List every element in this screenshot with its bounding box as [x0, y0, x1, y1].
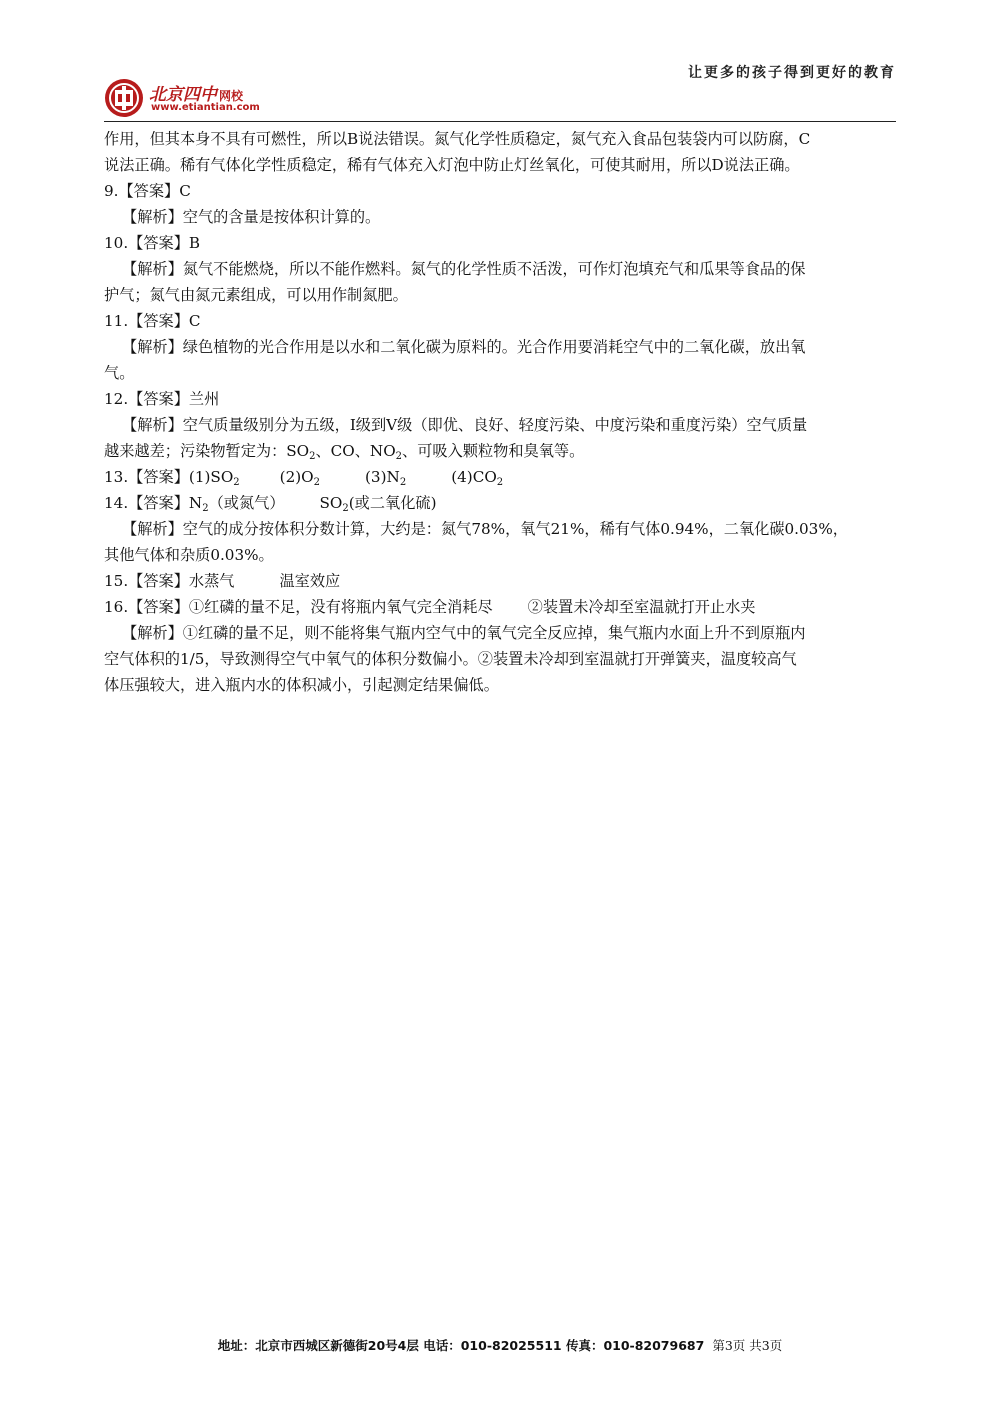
answer-12: 12.【答案】兰州 — [104, 390, 220, 408]
answer-label: 14.【答案】N — [104, 494, 203, 512]
formula-1: (1)SO — [188, 468, 234, 486]
explanation-16: 【解析】①红磷的量不足，则不能将集气瓶内空气中的氧气完全反应掉，集气瓶内水面上升不到原瓶内 — [122, 624, 806, 642]
formula-3: (3)N — [365, 468, 400, 486]
subscript: 2 — [399, 477, 407, 488]
formula-4: (4)CO — [451, 468, 497, 486]
subscript: 2 — [313, 477, 320, 488]
explanation-11: 【解析】绿色植物的光合作用是以水和二氧化碳为原料的。光合作用要消耗空气中的二氧化碳，放出氧 — [122, 338, 806, 356]
explanation-12: 【解析】空气质量级别分为五级，Ⅰ级到Ⅴ级（即优、良好、轻度污染、中度污染和重度污染）空气质量 — [122, 416, 808, 434]
text-segment: (或二氧化硫) — [348, 494, 437, 512]
text-segment: （或氮气） — [208, 494, 285, 512]
header-divider — [104, 121, 896, 122]
subscript: 2 — [202, 503, 209, 514]
subscript: 2 — [342, 503, 349, 514]
explanation-16-cont: 空气体积的1/5，导致测得空气中氧气的体积分数偏小。②装置未冷却到室温就打开弹簧夹，温度较高气 — [104, 650, 797, 668]
answer-content — [104, 126, 896, 698]
text-segment: 、CO、NO — [315, 442, 396, 460]
subscript: 2 — [395, 451, 403, 462]
school-emblem-icon — [104, 78, 144, 118]
explanation-10-cont: 护气；氮气由氮元素组成，可以用作制氮肥。 — [104, 286, 408, 304]
answer-15-part2: 温室效应 — [279, 572, 341, 590]
footer-address: 地址：北京市西城区新德街20号4层 电话：010-82025511 传真：010-82079687 — [217, 1338, 705, 1353]
explanation-14: 【解析】空气的成分按体积分数计算，大约是：氮气78%，氧气21%，稀有气体0.94%，二氧化碳0.03%， — [122, 520, 848, 538]
subscript: 2 — [496, 477, 504, 488]
explanation-9: 【解析】空气的含量是按体积计算的。 — [122, 208, 381, 226]
header-slogan: 让更多的孩子得到更好的教育 — [688, 65, 896, 81]
text-segment: 、可吸入颗粒物和臭氧等。 — [402, 442, 585, 460]
answer-13 — [104, 464, 896, 490]
formula-2: (2)O — [279, 468, 314, 486]
logo-name-text: 北京四中 — [149, 85, 217, 105]
explanation-16-cont: 体压强较大，进入瓶内水的体积减小，引起测定结果偏低。 — [104, 676, 499, 694]
explanation-14-cont: 其他气体和杂质0.03%。 — [104, 546, 274, 564]
answer-15-part1: 15.【答案】水蒸气 — [104, 572, 235, 590]
text-segment: 越来越差；污染物暂定为：SO — [104, 442, 310, 460]
text-line: 作用，但其本身不具有可燃性，所以B说法错误。氮气化学性质稳定，氮气充入食品包装袋内可以防腐，C — [104, 130, 811, 148]
explanation-10: 【解析】氮气不能燃烧，所以不能作燃料。氮气的化学性质不活泼，可作灯泡填充气和瓜果等食品的保 — [122, 260, 806, 278]
page-number: 第3页 共3页 — [712, 1338, 783, 1353]
answer-9: 9.【答案】C — [104, 182, 191, 200]
formula-so2: SO — [319, 494, 343, 512]
answer-10: 10.【答案】B — [104, 234, 201, 252]
page-header — [104, 60, 896, 122]
explanation-11-cont: 气。 — [104, 364, 135, 382]
logo-url: www.etiantian.com — [151, 102, 260, 113]
answer-11: 11.【答案】C — [104, 312, 201, 330]
answer-label: 13.【答案】 — [104, 468, 189, 486]
answer-16-part1: 16.【答案】①红磷的量不足，没有将瓶内氧气完全消耗尽 — [104, 598, 493, 616]
answer-15 — [104, 568, 896, 594]
answer-14 — [104, 490, 896, 516]
page-footer — [0, 1336, 1000, 1354]
answer-16-part2: ②装置未冷却至室温就打开止水夹 — [527, 598, 756, 616]
subscript: 2 — [233, 477, 240, 488]
text-line: 说法正确。稀有气体化学性质稳定，稀有气体充入灯泡中防止灯丝氧化，可使其耐用，所以D说法正确。 — [104, 156, 800, 174]
explanation-12-cont — [104, 438, 896, 464]
answer-16 — [104, 594, 896, 620]
subscript: 2 — [309, 451, 316, 462]
logo-suffix: 网校 — [219, 89, 244, 103]
